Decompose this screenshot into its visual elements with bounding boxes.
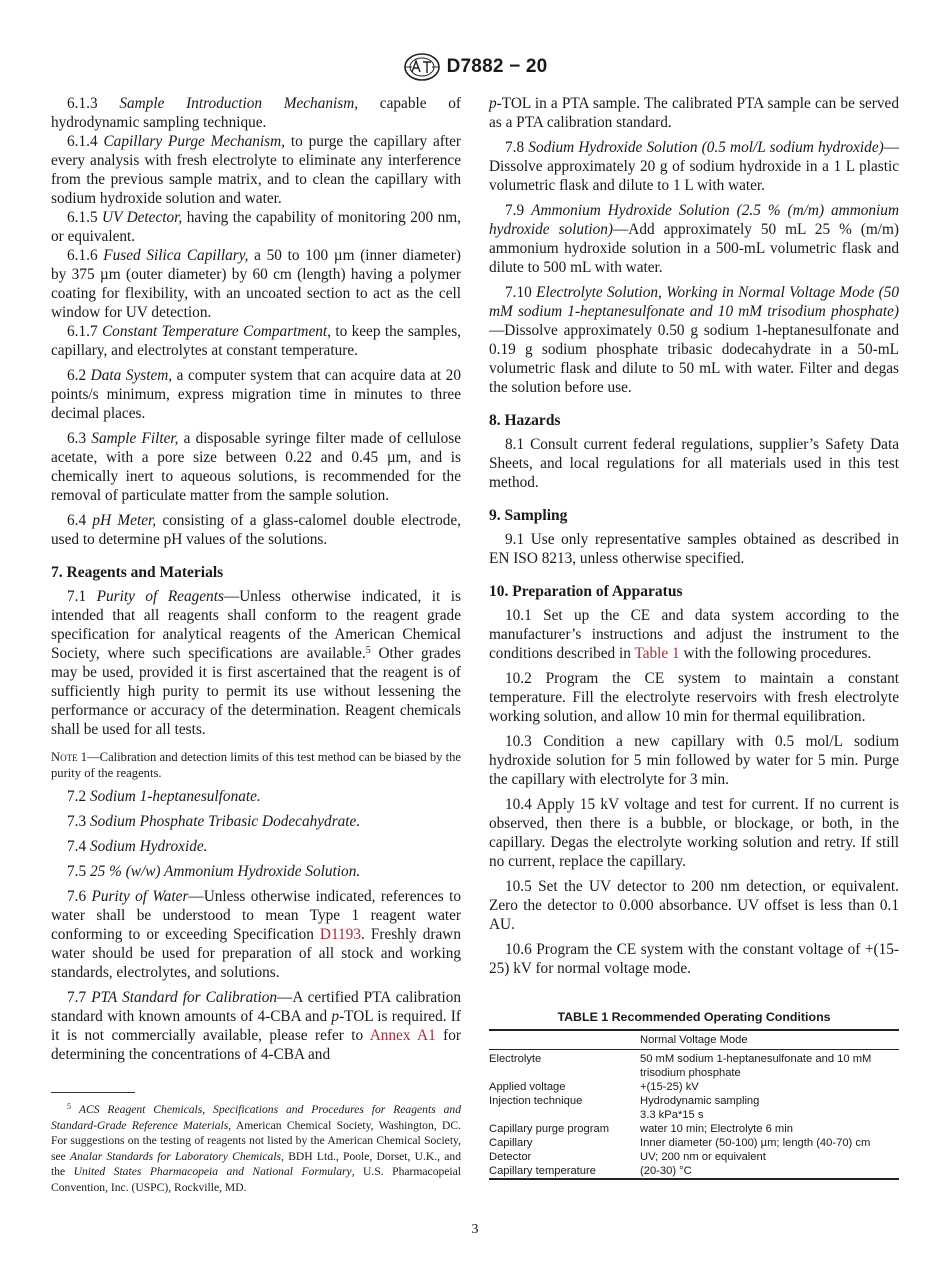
- footnote-ref[interactable]: 5: [365, 645, 371, 656]
- para-continued: p-TOL in a PTA sample. The calibrated PTA sample can be served as a PTA calibration standard.: [489, 95, 899, 131]
- table-row: [489, 1050, 899, 1081]
- para-10-5: 10.5 Set the UV detector to 200 nm detection, or equivalent. Zero the detector to 0.000 absorbance. UV offset is less than 0.1 AU.: [489, 878, 899, 933]
- table-row-label: Applied voltage: [489, 1081, 566, 1093]
- para-7-3: 7.3 Sodium Phosphate Tribasic Dodecahydrate.: [67, 813, 361, 830]
- para-8-1: 8.1 Consult current federal regulations, supplier’s Safety Data Sheets, and local regulations for all materials used in this test method.: [489, 436, 899, 491]
- link-annex-a1[interactable]: Annex A1: [369, 1027, 436, 1044]
- para-6-2: 6.2 Data System, a computer system that can acquire data at 20 points/s minimum, express migration time in minutes to three decimal places.: [51, 367, 461, 422]
- para-6-1-6: 6.1.6 Fused Silica Capillary, a 50 to 100 µm (inner diameter) by 375 µm (outer diameter) by 60 cm (length) having a polymer coating for flexibility, with an uncoated section to act as the cell window for UV detection.: [51, 247, 461, 321]
- page-header: [0, 52, 950, 87]
- table-row-label: Injection technique: [489, 1095, 583, 1107]
- para-10-6: 10.6 Program the CE system with the constant voltage of +(15-25) kV for normal voltage mode.: [489, 941, 899, 977]
- table-row-label: Capillary purge program: [489, 1123, 610, 1135]
- link-d1193[interactable]: D1193: [319, 926, 361, 943]
- table-header-cell: [489, 1030, 640, 1050]
- table-row-label: Capillary temperature: [489, 1164, 640, 1179]
- para-7-6: 7.6 Purity of Water—Unless otherwise indicated, references to water shall be understood to mean Type 1 reagent water conforming to or exceeding Specification D1193. Freshly drawn water should be used for preparation of all stock and working standards, electrolytes, and solutions.: [51, 888, 461, 981]
- page-number: 3: [471, 1222, 479, 1237]
- para-6-1-5: 6.1.5 UV Detector, having the capability of monitoring 200 nm, or equivalent.: [51, 209, 461, 245]
- para-6-4: 6.4 pH Meter, consisting of a glass-calomel double electrode, used to determine pH values of the solutions.: [51, 512, 461, 548]
- table-row: [489, 1094, 899, 1122]
- table-header-cell: Normal Voltage Mode: [640, 1030, 899, 1050]
- table-row: [489, 1164, 899, 1179]
- table-row-label: Electrolyte: [489, 1053, 542, 1065]
- table-row-value: Inner diameter (50-100) µm; length (40-70) cm: [640, 1137, 871, 1149]
- para-10-4: 10.4 Apply 15 kV voltage and test for current. If no current is observed, then there is a bubble, or blockage, or both, in the capillary. Degas the electrolyte working solution and retry. If still no current, replace the capillary.: [489, 796, 899, 870]
- table-row-value: Hydrodynamic sampling 3.3 kPa*15 s: [640, 1095, 760, 1121]
- para-9-1: 9.1 Use only representative samples obtained as described in EN ISO 8213, unless otherwise specified.: [489, 531, 899, 567]
- document-number: D7882 − 20: [446, 56, 548, 77]
- footnote-divider: [51, 1092, 135, 1093]
- section-10-heading: 10. Preparation of Apparatus: [489, 583, 683, 600]
- right-column: [489, 94, 899, 978]
- para-7-7: 7.7 PTA Standard for Calibration—A certified PTA calibration standard with known amounts of 4-CBA and p-TOL is required. If it is not commercially available, please refer to Annex A1 for determining the concentrations of 4-CBA and: [51, 989, 462, 1063]
- left-column: [51, 94, 461, 1064]
- para-10-1: 10.1 Set up the CE and data system according to the manufacturer’s instructions and adjust the instrument to the conditions described in Table 1 with the following procedures.: [489, 607, 899, 662]
- para-7-8: 7.8 Sodium Hydroxide Solution (0.5 mol/L sodium hydroxide)—Dissolve approximately 20 g of sodium hydroxide in a 1 L plastic volumetric flask and dilute to 1 L with water.: [489, 139, 899, 194]
- footnote-5: $^5$ ACS Reagent Chemicals, Specifications and Procedures for Reagents and Standard-Grade Reference Materials, American Chemical Society, Washington, DC. For suggestions on the testing of reagents not listed by the American Chemical Society, see Analar Standards for Laboratory Chemicals, BDH Ltd., Poole, Dorset, U.K., and the United States Pharmacopeia and National Formulary, U.S. Pharmacopeial Convention, Inc. (USPC), Rockville, MD.: [51, 1102, 462, 1194]
- table-1-title: TABLE 1 Recommended Operating Conditions: [557, 1010, 831, 1024]
- para-7-5: 7.5 25 % (w/w) Ammonium Hydroxide Solution.: [67, 863, 361, 880]
- table-row: [489, 1080, 899, 1094]
- astm-logo-icon: [403, 52, 441, 82]
- operating-conditions-table: [489, 1029, 899, 1180]
- para-6-1-4: 6.1.4 Capillary Purge Mechanism, to purge the capillary after every analysis with fresh electrolyte to eliminate any interference from the previous sample matrix, and to clean the capillary with sodium hydroxide solution and water.: [51, 133, 461, 207]
- para-6-3: 6.3 Sample Filter, a disposable syringe filter made of cellulose acetate, with a pore size between 0.22 and 0.45 µm, and is chemically inert to aqueous solutions, is recommended for the removal of particulate matter from the sample solution.: [51, 430, 461, 504]
- table-row: [489, 1150, 899, 1164]
- table-row-value: 50 mM sodium 1-heptanesulfonate and 10 mM trisodium phosphate: [640, 1053, 872, 1079]
- para-7-10: 7.10 Electrolyte Solution, Working in Normal Voltage Mode (50 mM sodium 1-heptanesulfonate and 10 mM trisodium phosphate)—Dissolve approximately 0.50 g sodium 1-heptanesulfonate and 0.19 g sodium phosphate tribasic dodecahydrate in a 50-mL volumetric flask and dilute to 50 mL with water. Filter and degas the solution before use.: [489, 284, 899, 396]
- table-row-value: water 10 min; Electrolyte 6 min: [640, 1123, 793, 1135]
- section-7-heading: 7. Reagents and Materials: [51, 564, 224, 581]
- para-10-2: 10.2 Program the CE system to maintain a constant temperature. Fill the electrolyte reservoirs with fresh electrolyte working solution, and allow 10 min for thermal equilibration.: [489, 670, 899, 725]
- para-7-2: 7.2 Sodium 1-heptanesulfonate.: [67, 788, 261, 805]
- table-header-row: [489, 1030, 899, 1050]
- table-row: [489, 1122, 899, 1136]
- para-7-1: 7.1 Purity of Reagents—Unless otherwise indicated, it is intended that all reagents shall conform to the reagent grade specification for analytical reagents of the American Chemical Society, where such specifications are available.$^5$ Other grades may be used, provided it is first ascertained that the reagent is of sufficiently high purity to permit its use without lessening the performance or accuracy of the determination. Reagent chemicals shall be used for all tests.: [51, 588, 462, 738]
- note-1: Note 1—Calibration and detection limits of this test method can be biased by the purity of the reagents.: [51, 750, 461, 780]
- table-row: [489, 1136, 899, 1150]
- table-row-label: Capillary: [489, 1137, 533, 1149]
- para-7-9: 7.9 Ammonium Hydroxide Solution (2.5 % (m/m) ammonium hydroxide solution)—Add approximately 50 mL 25 % (m/m) ammonium hydroxide solution in a 500-mL volumetric flask and dilute to 500 mL with water.: [489, 202, 900, 276]
- link-table-1[interactable]: Table 1: [634, 645, 680, 662]
- para-10-3: 10.3 Condition a new capillary with 0.5 mol/L sodium hydroxide solution for 5 min followed by water for 5 min. Purge the capillary with electrolyte for 3 min.: [489, 733, 899, 788]
- table-row-value: +(15-25) kV: [640, 1081, 699, 1093]
- section-8-heading: 8. Hazards: [489, 412, 561, 429]
- para-7-4: 7.4 Sodium Hydroxide.: [67, 838, 208, 855]
- section-9-heading: 9. Sampling: [489, 507, 568, 524]
- table-row-label: Detector: [489, 1151, 532, 1163]
- para-6-1-3: 6.1.3 Sample Introduction Mechanism, capable of hydrodynamic sampling technique.: [51, 95, 461, 131]
- table-row-value: UV; 200 nm or equivalent: [640, 1151, 766, 1163]
- table-row-value: (20-30) °C: [640, 1164, 899, 1179]
- para-6-1-7: 6.1.7 Constant Temperature Compartment, to keep the samples, capillary, and electrolytes at constant temperature.: [51, 323, 461, 359]
